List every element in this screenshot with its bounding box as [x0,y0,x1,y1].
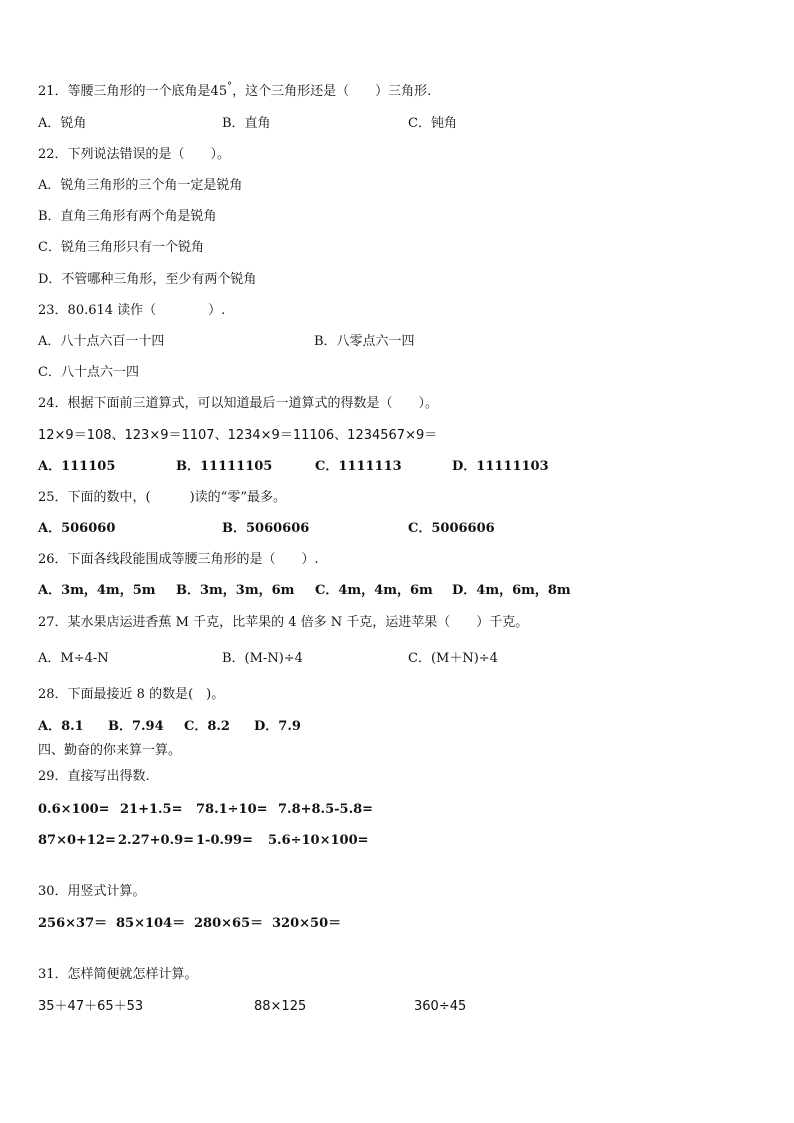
q21-stem-a: 21．等腰三角形的一个底角是45 [38,84,228,99]
q27-option-b: B．(M-N)÷4 [222,651,303,666]
q29-item: 1-0.99= [196,833,253,848]
q30-item: 280×65＝ [194,916,264,931]
q29-item: 78.1÷10= [196,802,268,817]
q29-item: 7.8+8.5-5.8= [278,802,374,817]
q21-option-c: C．钝角 [408,116,457,131]
q23-stem: 23．80.614 读作（ ）. [38,303,226,318]
q21-stem [38,81,432,101]
q23-option-b: B．八零点六一四 [314,334,415,349]
q25-option-b: B．5060606 [222,521,310,536]
q21-stem-b: ，这个三角形还是（ ）三角形. [232,84,432,99]
q25-stem: 25．下面的数中，( )读的“零”最多。 [38,490,286,505]
q22-option-d: D．不管哪种三角形，至少有两个锐角 [38,272,257,287]
q26-option-c: C．4m，4m，6m [315,583,433,598]
q30-item: 256×37＝ [38,916,108,931]
section-title: 四、勤奋的你来算一算。 [38,743,182,758]
q24-option-d: D．11111103 [452,459,549,474]
q26-stem: 26．下面各线段能围成等腰三角形的是（ ）. [38,552,319,567]
q25-option-a: A．506060 [38,521,116,536]
q30-item: 85×104＝ [116,916,186,931]
q26-option-a: A．3m，4m，5m [38,583,156,598]
q27-option-a: A．M÷4-N [38,651,109,666]
q28-option-a: A．8.1 [38,719,84,734]
q29-stem: 29．直接写出得数. [38,769,150,784]
q24-stem: 24．根据下面前三道算式，可以知道最后一道算式的得数是（ ）。 [38,396,439,411]
q21-option-b: B．直角 [222,116,271,131]
q21-option-a: A．锐角 [38,116,87,131]
q22-option-a: A．锐角三角形的三个角一定是锐角 [38,178,243,193]
q29-item: 5.6÷10×100= [268,833,369,848]
q22-stem: 22．下列说法错误的是（ ）。 [38,147,231,162]
q29-item: 0.6×100= [38,802,110,817]
degree-symbol: ° [227,81,233,92]
q24-option-a: A．111105 [38,459,116,474]
q23-option-c: C．八十点六一四 [38,365,139,380]
q30-item: 320×50＝ [272,916,342,931]
q24-equations: 12×9＝108、123×9＝1107、1234×9＝11106、1234567×9＝ [38,428,438,443]
q31-item: 88×125 [254,999,307,1014]
q30-stem: 30．用竖式计算。 [38,884,146,899]
q27-option-c: C．(M＋N)÷4 [408,651,498,666]
q26-option-d: D．4m，6m，8m [452,583,571,598]
q31-stem: 31．怎样简便就怎样计算。 [38,967,198,982]
q25-option-c: C．5006606 [408,521,495,536]
q29-item: 2.27+0.9= [118,833,195,848]
q22-option-b: B．直角三角形有两个角是锐角 [38,209,217,224]
q23-option-a: A．八十点六百一十四 [38,334,165,349]
q26-option-b: B．3m，3m，6m [176,583,295,598]
q24-option-c: C．1111113 [315,459,402,474]
q29-item: 21+1.5= [120,802,183,817]
q28-stem: 28．下面最接近 8 的数是( )。 [38,687,225,702]
q24-option-b: B．11111105 [176,459,273,474]
q29-item: 87×0+12= [38,833,116,848]
q31-item: 360÷45 [414,999,467,1014]
q28-option-b: B．7.94 [108,719,164,734]
q28-option-d: D．7.9 [254,719,301,734]
q28-option-c: C．8.2 [184,719,230,734]
q22-option-c: C．锐角三角形只有一个锐角 [38,240,204,255]
q27-stem: 27．某水果店运进香蕉 M 千克，比苹果的 4 倍多 N 千克，运进苹果（ ）千克。 [38,615,529,630]
q31-item: 35＋47＋65＋53 [38,999,144,1014]
